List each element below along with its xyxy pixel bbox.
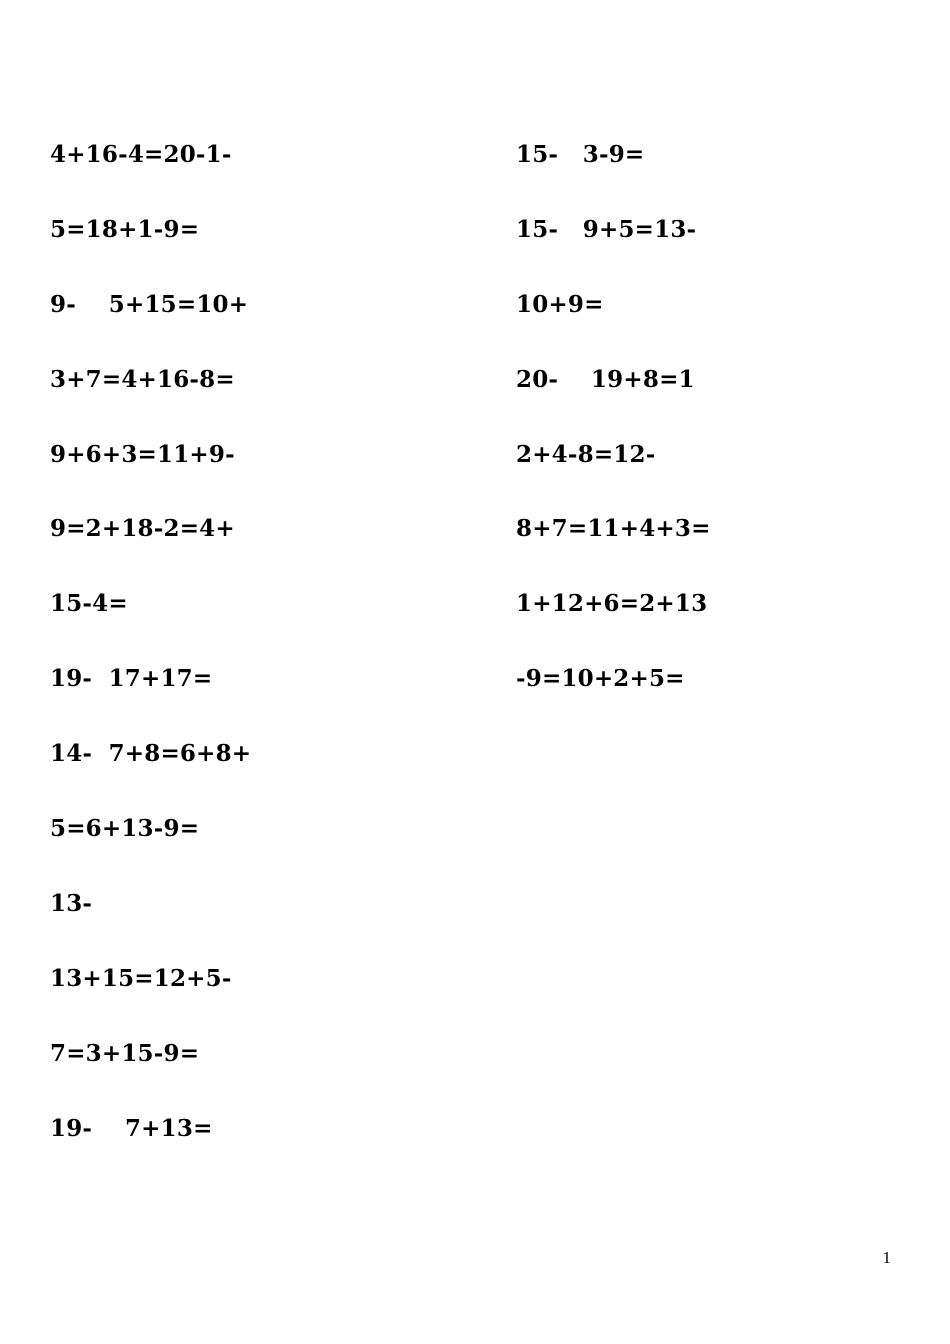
problem-line: 4+16-4=20-1- (50, 141, 232, 168)
problem-line: 15- 9+5=13- (516, 215, 697, 243)
problem-line: 8+7=11+4+3= (516, 515, 711, 543)
problem-line: 19- 7+13= (50, 1114, 213, 1142)
page-number: 1 (882, 1248, 891, 1267)
problem-line: 5=18+1-9= (50, 215, 200, 243)
problem-line: 13- (50, 889, 93, 917)
problem-line: 14- 7+8=6+8+ (50, 740, 252, 768)
problem-line: 5=6+13-9= (50, 815, 200, 843)
right-problem-column (516, 137, 711, 736)
problem-line: 1+12+6=2+13 (516, 590, 708, 618)
problem-line: 3+7=4+16-8= (50, 365, 235, 393)
problem-line: 15-4= (50, 590, 128, 618)
problem-line: 9- 5+15=10+ (50, 290, 249, 318)
left-problem-column (50, 137, 251, 1185)
problem-line: 15- 3-9= (516, 141, 645, 168)
problem-line: 20- 19+8=1 (516, 365, 695, 393)
problem-line: 9=2+18-2=4+ (50, 515, 235, 543)
problem-line: 19- 17+17= (50, 665, 213, 693)
problem-line: -9=10+2+5= (516, 665, 685, 693)
problem-line: 2+4-8=12- (516, 440, 656, 468)
problem-line: 13+15=12+5- (50, 964, 232, 992)
problem-line: 9+6+3=11+9- (50, 440, 235, 468)
problem-line: 7=3+15-9= (50, 1039, 200, 1067)
problem-line: 10+9= (516, 290, 604, 318)
